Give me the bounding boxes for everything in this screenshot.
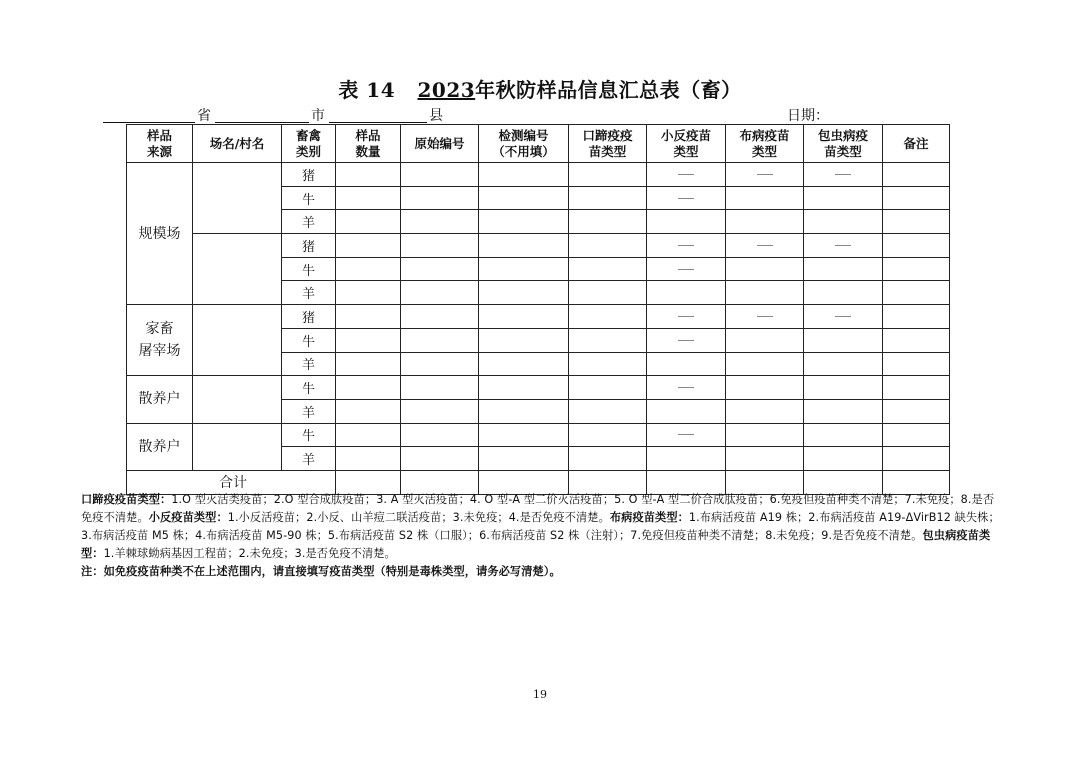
species-sheep: 羊 bbox=[282, 352, 336, 376]
province-blank[interactable] bbox=[103, 121, 195, 123]
page-number: 19 bbox=[533, 688, 547, 701]
county-label: 县 bbox=[429, 108, 443, 124]
col-fmd-vaccine: 口蹄疫疫 苗类型 bbox=[569, 125, 647, 163]
brucellosis-text: 1.布病活疫苗 A19 株；2.布病活疫苗 A19-ΔVirB12 缺失株；3.布病活疫苗 M5 株；4.布病活疫苗 M5-90 株；5.布病活疫苗 S2 株（口服）；6.布病活疫苗 S2 株（注射）；7.免疫但疫苗种类不清楚；8.未免疫；9.是否免疫不清楚。 bbox=[81, 511, 1000, 542]
source-scale-farm: 规模场 bbox=[127, 163, 193, 305]
echinococcosis-label: 包虫病疫苗类型： bbox=[81, 529, 991, 560]
table-header-row bbox=[127, 125, 950, 163]
fmd-label: 口蹄疫疫苗类型： bbox=[81, 493, 172, 506]
title-text: 年秋防样品信息汇总表（畜） bbox=[475, 78, 742, 102]
na-dash bbox=[647, 163, 726, 187]
na-dash bbox=[647, 423, 726, 447]
na-dash bbox=[804, 163, 883, 187]
na-dash bbox=[647, 257, 726, 281]
col-sample-source: 样品 来源 bbox=[127, 125, 193, 163]
city-label: 市 bbox=[311, 108, 325, 124]
species-sheep: 羊 bbox=[282, 210, 336, 234]
note-label: 注： bbox=[81, 565, 104, 578]
col-echinococcosis-vaccine: 包虫病疫 苗类型 bbox=[804, 125, 883, 163]
brucellosis-label: 布病疫苗类型： bbox=[609, 511, 689, 524]
species-sheep: 羊 bbox=[282, 399, 336, 423]
col-species: 畜禽 类别 bbox=[282, 125, 336, 163]
na-dash bbox=[726, 163, 804, 187]
species-sheep: 羊 bbox=[282, 447, 336, 471]
na-dash bbox=[647, 328, 726, 352]
table-row bbox=[127, 163, 950, 187]
species-cattle: 牛 bbox=[282, 376, 336, 400]
city-blank[interactable] bbox=[215, 121, 309, 123]
farm-name-cell[interactable] bbox=[193, 305, 282, 376]
source-backyard: 散养户 bbox=[127, 423, 193, 470]
species-cattle: 牛 bbox=[282, 186, 336, 210]
species-cattle: 牛 bbox=[282, 257, 336, 281]
title-year: 2023 bbox=[417, 78, 476, 102]
na-dash bbox=[804, 234, 883, 258]
col-ppr-vaccine: 小反疫苗 类型 bbox=[647, 125, 726, 163]
col-test-id: 检测编号 （不用填） bbox=[479, 125, 569, 163]
na-dash bbox=[647, 234, 726, 258]
table-row bbox=[127, 376, 950, 400]
note-text: 如免疫疫苗种类不在上述范围内，请直接填写疫苗类型（特别是毒株类型，请务必写清楚）。 bbox=[103, 565, 561, 578]
table-number: 表 14 bbox=[338, 78, 396, 102]
province-label: 省 bbox=[197, 108, 211, 124]
farm-name-cell[interactable] bbox=[193, 376, 282, 423]
county-blank[interactable] bbox=[329, 121, 427, 123]
table-row bbox=[127, 423, 950, 447]
col-farm-name: 场名/村名 bbox=[193, 125, 282, 163]
fmd-text: 1.O 型灭活类疫苗；2.O 型合成肽疫苗；3. A 型灭活疫苗；4. O 型-A 型二价灭活疫苗；5. O 型-A 型二价合成肽疫苗；6.免疫但疫苗种类不清楚；7.未免疫；8.是否免疫不清楚。 bbox=[81, 493, 995, 524]
page-title bbox=[0, 74, 1080, 103]
source-backyard: 散养户 bbox=[127, 376, 193, 423]
species-pig: 猪 bbox=[282, 305, 336, 329]
na-dash bbox=[647, 305, 726, 329]
date-label: 日期： bbox=[787, 108, 829, 124]
echinococcosis-text: 1.羊棘球蚴病基因工程苗；2.未免疫；3.是否免疫不清楚。 bbox=[103, 547, 396, 560]
col-remarks: 备注 bbox=[883, 125, 950, 163]
total-label: 合计 bbox=[127, 470, 336, 494]
farm-name-cell[interactable] bbox=[193, 423, 282, 470]
header-fields bbox=[103, 105, 953, 125]
sample-table bbox=[126, 124, 950, 495]
source-slaughterhouse: 家畜 屠宰场 bbox=[127, 305, 193, 376]
na-dash bbox=[726, 305, 804, 329]
table-row bbox=[127, 305, 950, 329]
vaccine-type-notes bbox=[81, 491, 1001, 581]
col-brucellosis-vaccine: 布病疫苗 类型 bbox=[726, 125, 804, 163]
farm-name-cell[interactable] bbox=[193, 234, 282, 305]
ppr-text: 1.小反活疫苗；2.小反、山羊痘二联活疫苗；3.未免疫；4.是否免疫不清楚。 bbox=[227, 511, 610, 524]
na-dash bbox=[804, 305, 883, 329]
species-cattle: 牛 bbox=[282, 328, 336, 352]
species-sheep: 羊 bbox=[282, 281, 336, 305]
ppr-label: 小反疫苗类型： bbox=[148, 511, 228, 524]
species-pig: 猪 bbox=[282, 234, 336, 258]
col-sample-count: 样品 数量 bbox=[336, 125, 401, 163]
species-cattle: 牛 bbox=[282, 423, 336, 447]
col-original-id: 原始编号 bbox=[401, 125, 479, 163]
farm-name-cell[interactable] bbox=[193, 163, 282, 234]
species-pig: 猪 bbox=[282, 163, 336, 187]
na-dash bbox=[726, 234, 804, 258]
na-dash bbox=[647, 186, 726, 210]
na-dash bbox=[647, 376, 726, 400]
table-row bbox=[127, 234, 950, 258]
